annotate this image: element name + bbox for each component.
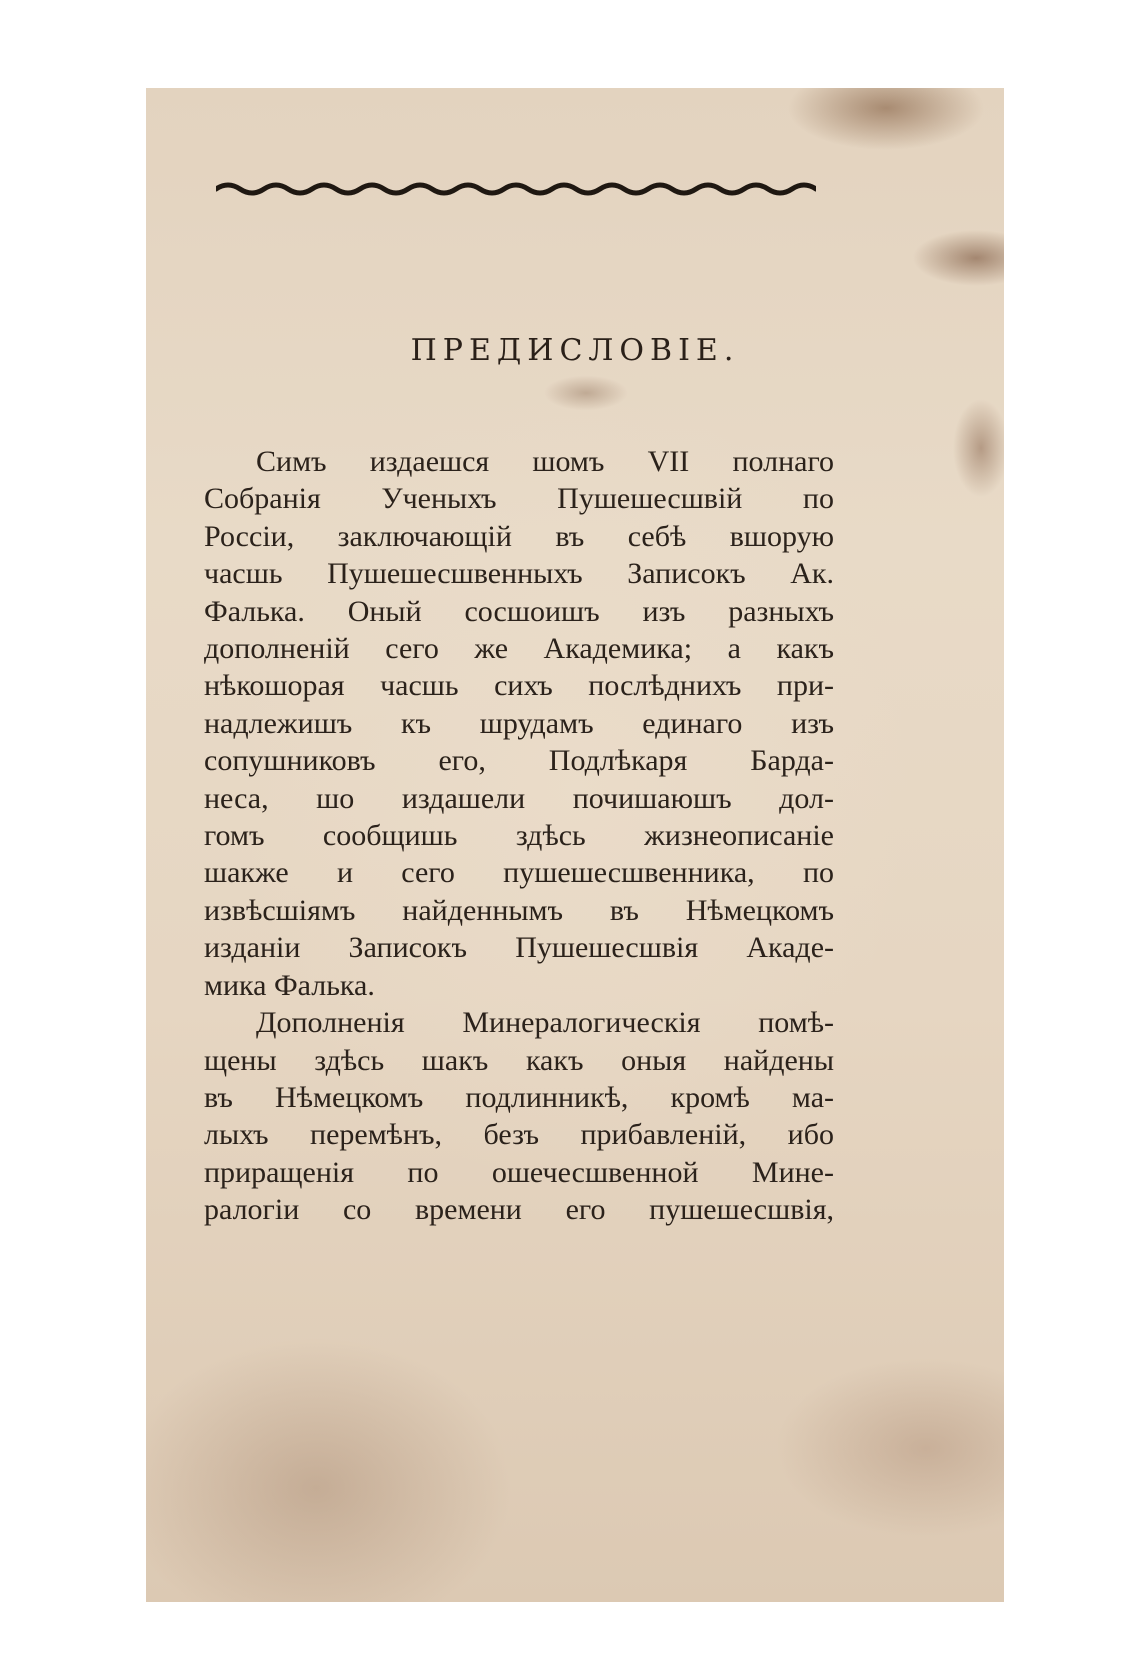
paragraph-1	[204, 443, 834, 1004]
text-line: извѣсшіямъ найденнымъ въ Нѣмецкомъ	[204, 893, 834, 927]
text-line: въ Нѣмецкомъ подлинникѣ, кромѣ ма-	[204, 1080, 834, 1114]
text-line: лыхъ перемѣнъ, безъ прибавленій, ибо	[204, 1118, 834, 1152]
text-line: приращенія по ошечесшвенной Мине-	[204, 1155, 834, 1189]
text-line: Фалька. Оный сосшоишъ изъ разныхъ	[204, 594, 834, 628]
text-line: Россіи, заключающій въ себѣ вшорую	[204, 519, 834, 553]
text-line: гомъ сообщишь здѣсь жизнеописаніе	[204, 819, 834, 853]
text-line: ралогіи со времени его пушешесшвія,	[204, 1193, 834, 1227]
text-line: Симъ издаешся шомъ VII полнаго	[256, 445, 834, 478]
text-line: часшь Пушешесшвенныхъ Записокъ Ак.	[204, 557, 834, 591]
text-line: изданіи Записокъ Пушешесшвія Акаде-	[204, 931, 834, 965]
text-line: Дополненія Минералогическія помѣ-	[256, 1006, 834, 1040]
text-line: мика Фалька.	[204, 968, 375, 1002]
paragraph-2	[204, 1004, 834, 1228]
wave-ornament-divider	[216, 178, 816, 200]
text-line: шакже и сего пушешесшвенника, по	[204, 856, 834, 890]
text-line: неса, шо издашели почишаюшъ дол-	[204, 781, 834, 815]
text-line: надлежишъ къ шрудамъ единаго изъ	[204, 706, 834, 740]
text-line: Собранія Ученыхъ Пушешесшвій по	[204, 482, 834, 516]
text-line: сопушниковъ его, Подлѣкаря Барда-	[204, 744, 834, 778]
page-heading: ПРЕДИСЛОВІЕ.	[410, 333, 740, 368]
text-line: щены здѣсь шакъ какъ оныя найдены	[204, 1043, 834, 1077]
body-text	[204, 443, 834, 1229]
book-page	[146, 88, 1004, 1602]
text-line: дополненій сего же Академика; а какъ	[204, 632, 834, 666]
text-line: нѣкошорая часшь сихъ послѣднихъ при-	[204, 669, 834, 703]
